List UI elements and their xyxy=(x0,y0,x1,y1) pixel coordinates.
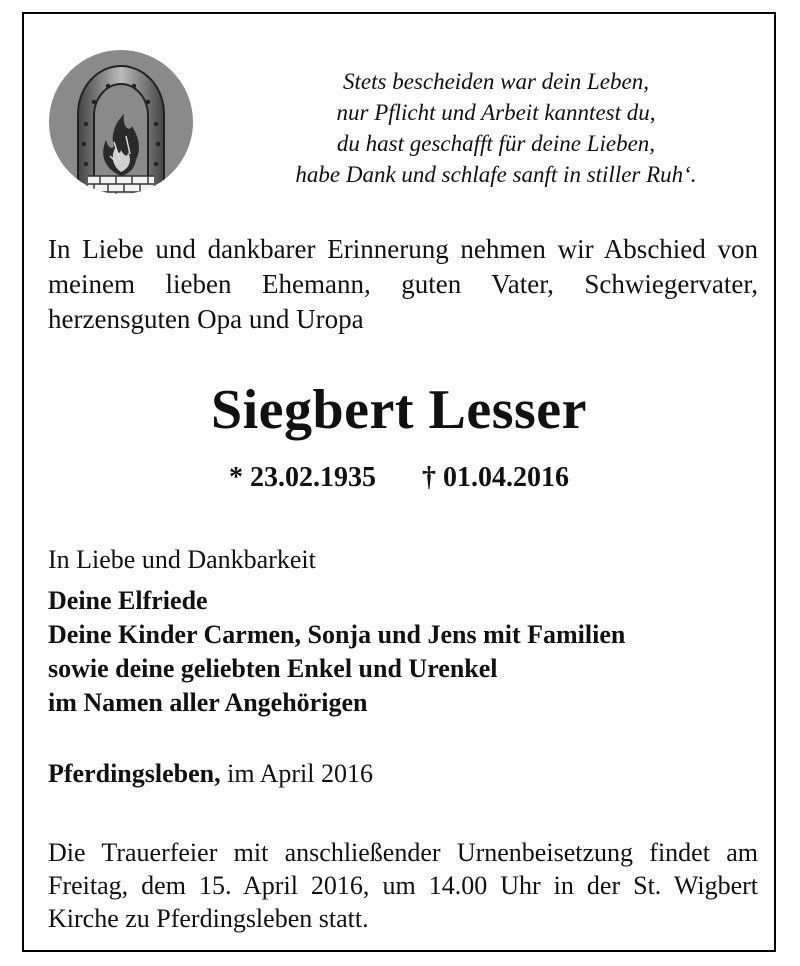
funeral-info: Die Trauerfeier mit anschließender Urnenbeisetzung findet am Freitag, dem 15. April 2016, um 14.00 Uhr in der St. Wigbert Kirche zu Pferdingsleben statt. xyxy=(48,838,758,933)
birth-date: * 23.02.1935 xyxy=(229,462,376,493)
place-town: Pferdingsleben, xyxy=(48,759,221,788)
intro-text: In Liebe und dankbarer Erinnerung nehmen wir Abschied von meinem lieben Ehemann, guten Vater, Schwiegervater, herzensguten Opa und Uropa xyxy=(48,234,758,334)
life-dates xyxy=(24,462,774,494)
obituary-notice xyxy=(22,12,776,952)
deceased-name: Siegbert Lesser xyxy=(210,379,588,441)
signer-line: im Namen aller Angehörigen xyxy=(48,688,368,717)
poem-line: nur Pflicht und Arbeit kanntest du, xyxy=(336,100,656,125)
place-and-date xyxy=(48,758,373,790)
signer-line: sowie deine geliebten Enkel und Urenkel xyxy=(48,654,498,683)
signer-line: Deine Kinder Carmen, Sonja und Jens mit Familien xyxy=(48,620,626,649)
horseshoe-flame-icon xyxy=(48,36,194,208)
place-date: im April 2016 xyxy=(227,759,374,788)
poem-line: Stets bescheiden war dein Leben, xyxy=(343,69,649,94)
memorial-poem xyxy=(224,66,768,190)
closing-phrase: In Liebe und Dankbarkeit xyxy=(48,545,316,574)
signers-list xyxy=(48,584,625,720)
poem-line: habe Dank und schlafe sanft in stiller Ruh‘. xyxy=(295,162,697,187)
death-date: † 01.04.2016 xyxy=(422,462,569,493)
poem-line: du hast geschafft für deine Lieben, xyxy=(336,131,656,156)
signer-line: Deine Elfriede xyxy=(48,586,208,615)
